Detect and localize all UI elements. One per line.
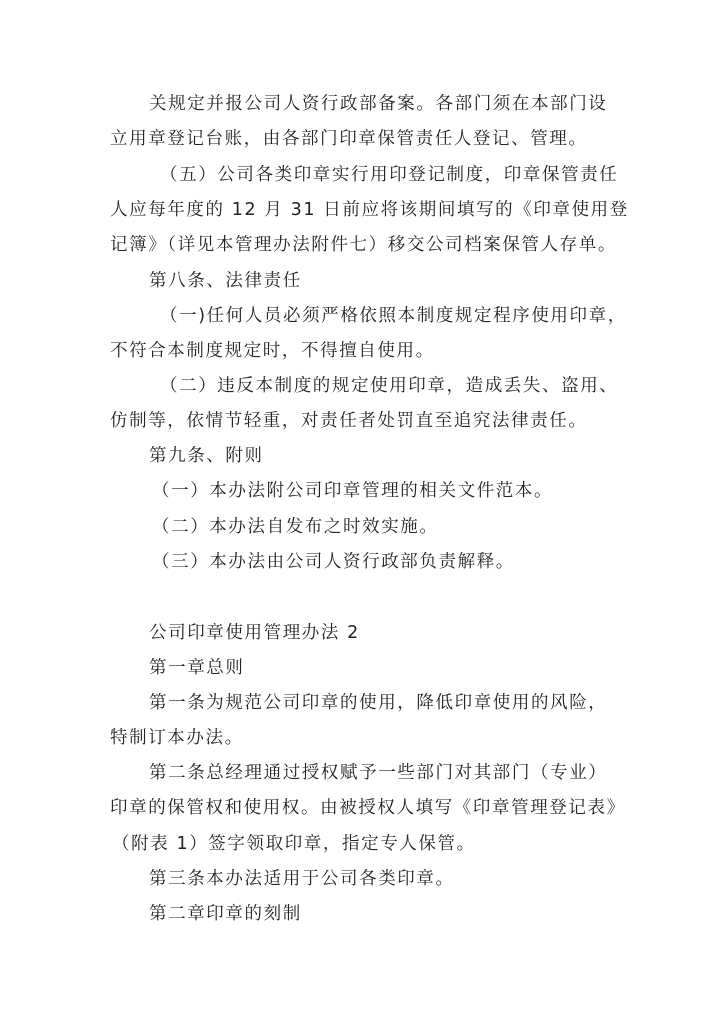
text-line: 不符合本制度规定时，不得擅自使用。 (110, 341, 435, 361)
text-line: （二）本办法自发布之时效实施。 (152, 517, 439, 537)
section-heading: 第九条、附则 (149, 446, 264, 466)
text-line: 人应每年度的 12 月 31 日前应将该期间填写的《印章使用登 (110, 200, 629, 220)
text-line: （二）违反本制度的规定使用印章，造成丢失、盗用、 (160, 376, 619, 396)
text-line: 记簿》（详见本管理办法附件七）移交公司档案保管人存单。 (110, 235, 617, 255)
text-line: 印章的保管权和使用权。由被授权人填写《印章管理登记表》 (110, 798, 626, 818)
text-line: 特制订本办法。 (110, 728, 244, 748)
text-line: 仿制等，依情节轻重，对责任者处罚直至追究法律责任。 (110, 411, 588, 431)
text-line: 第三条本办法适用于公司各类印章。 (149, 869, 455, 889)
text-line: （一）本办法附公司印章管理的相关文件范本。 (152, 481, 554, 501)
section-heading: 第八条、法律责任 (149, 271, 302, 291)
text-line: （附表 1）签字领取印章，指定专人保管。 (112, 834, 476, 854)
text-line: （三）本办法由公司人资行政部负责解释。 (152, 552, 515, 572)
text-line: （五）公司各类印章实行用印登记制度，印章保管责任 (160, 165, 619, 185)
text-line: 关规定并报公司人资行政部备案。各部门须在本部门设 (149, 94, 608, 114)
text-line: 第二条总经理通过授权赋予一些部门对其部门（专业） (149, 763, 608, 783)
document-title: 公司印章使用管理办法 2 (149, 623, 360, 643)
chapter-heading: 第一章总则 (149, 658, 245, 678)
chapter-heading: 第二章印章的刻制 (149, 904, 302, 924)
text-line: 立用章登记台账，由各部门印章保管责任人登记、管理。 (110, 129, 588, 149)
text-line: （一)任何人员必须严格依照本制度规定程序使用印章， (160, 306, 627, 326)
text-line: 第一条为规范公司印章的使用，降低印章使用的风险， (149, 693, 608, 713)
